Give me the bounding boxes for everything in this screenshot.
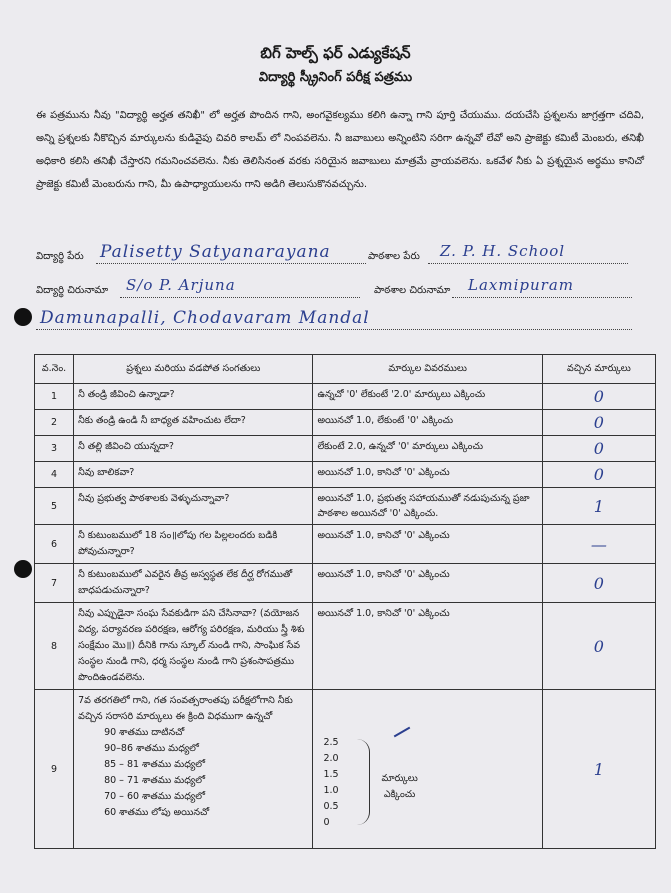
score-scale: 2.5 2.0 1.5 1.0 0.5 0 మార్కులు ఎక్కించు [317,725,537,845]
punch-hole-middle [14,560,32,578]
range-1: 90 శాతము దాటినచో [104,727,185,738]
answer-4[interactable]: 0 [593,465,604,484]
range-4: 80 – 71 శాతము మధ్యలో [104,775,205,786]
table-row: 6 నీ కుటుంబములో 18 సం॥లోపు గల పిల్లలందరు బడికి పోవుచున్నారా? అయినచో 1.0, కానిచో '0' ఎక్కించు — [35,525,656,564]
range-6: 60 శాతము లోపు అయినచో [104,807,210,818]
tick-mark [394,727,411,738]
answer-5[interactable]: 1 [593,496,604,516]
table-row: 9 7వ తరగతిలో గాని, గత సంవత్సరాంతపు పరీక్షలోగాని నీకు వచ్చిన సరాసరి మార్కులు ఈ క్రింది విధముగా ఉన్నచో 90 శాతము దాటినచో 90–86 శాతము మధ్యలో 85 – 81 శాతము మధ్యలో 80 – 71 శాతము మధ్యలో 70 – 60 శాతము మధ్యలో 60 శాతము లోపు అయినచో 2.5 2.0 1.5 1.0 0.5 0 మార్కులు ఎక్కించు 1 [35,690,656,849]
form-subtitle: విద్యార్థి స్క్రీనింగ్ పరీక్ష పత్రము [258,70,413,85]
table-row: 3 నీ తల్లి జీవించి యున్నదా? లేకుంటే 2.0, ఉన్నచో '0' మార్కులు ఎక్కించు 0 [35,436,656,462]
brace-shape [357,739,370,825]
table-row: 8 నీవు ఎప్పుడైనా సంఘ సేవకుడిగా పని చేసినావా? (వయోజన విద్య, పర్యావరణ పరిరక్షణ, ఆరోగ్య పరిరక్షణ, మరియు స్త్రీ శిశు సంక్షేమం మొ॥) దీనికి గాను స్కూల్ నుండి గాని, సాంఘిక సేవ సంస్థల నుండి గాని, ధర్మ సంస్థల నుండి గాని ప్రశంసాపత్రము పొందిఉండవలెను. అయినచో 1.0, కానిచో '0' ఎక్కించు 0 [35,603,656,690]
school-name-label: పాఠశాల పేరు [368,251,420,262]
school-address-label: పాఠశాల చిరునామా [374,285,451,296]
answer-1[interactable]: 0 [593,387,604,406]
answer-8[interactable]: 0 [593,636,604,656]
address-row [36,278,636,300]
address-line2-row [36,310,636,332]
table-header-row [35,355,656,384]
student-name-value[interactable]: Palisetty Satyanarayana [100,242,331,262]
address-line2-value[interactable]: Damunapalli, Chodavaram Mandal [40,308,370,328]
student-name-label: విద్యార్థి పేరు [36,251,84,262]
range-2: 90–86 శాతము మధ్యలో [104,743,199,754]
student-address-value[interactable]: S/o P. Arjuna [126,276,236,294]
screening-table [34,354,656,849]
form-title: బిగ్ హెల్ప్ ఫర్ ఎడ్యుకేషన్ [260,44,411,62]
answer-7[interactable]: 0 [593,573,604,593]
answer-2[interactable]: 0 [593,413,604,432]
table-row: 1 నీ తండ్రి జీవించి ఉన్నాడా? ఉన్నచో '0' లేకుంటే '2.0' మార్కులు ఎక్కించు 0 [35,384,656,410]
table-row: 5 నీవు ప్రభుత్వ పాఠశాలకు వెళ్ళుచున్నావా? అయినచో 1.0, ప్రభుత్వ సహాయముతో నడుపుచున్న ప్రజా పాఠశాల అయినచో '0' ఎక్కించు. 1 [35,488,656,525]
punch-hole-top [14,308,32,326]
range-3: 85 – 81 శాతము మధ్యలో [104,759,205,770]
col-marks-obtained: వచ్చిన మార్కులు [542,355,655,384]
school-name-value[interactable]: Z. P. H. School [440,242,566,260]
table-row: 4 నీవు బాలికవా? అయినచో 1.0, కానిచో '0' ఎక్కించు 0 [35,462,656,488]
col-marks-details: మార్కుల వివరములు [313,355,542,384]
answer-3[interactable]: 0 [593,439,604,458]
instructions-paragraph: ఈ పత్రమును నీవు "విద్యార్థి అర్హత తనిఖీ" లో అర్హత పొందిన గాని, అంగవైకల్యము కలిగి ఉన్నా గాని పూర్తి చేయుము. దయచేసి ప్రశ్నలను జాగ్రత్తగా చదివి, అన్ని ప్రశ్నలకు నీకొచ్చిన మార్కులను కుడివైపు చివరి కాలమ్ లో నింపవలెను. నీ జవాబులు అన్నింటిని సరిగా ఉన్నవో లేవో అని ప్రాజెక్టు కమిటీ మెంబరు, తనిఖీ అధికారి కలిసి తనిఖీ చేస్తారని గమనించవలెను. నీకు తెలిసినంత వరకు సరియైన జవాబులు మాత్రమే వ్రాయవలెను. ఒకవేళ నీకు ఏ ప్రశ్నయైన అర్థము కానిచో ప్రాజెక్టు కమిటీ మెంబరును గాని, మీ ఉపాధ్యాయులను గాని అడిగి తెలుసుకొనవచ్చును. [36,110,644,190]
col-serial: వ.నెం. [35,355,74,384]
table-row: 7 నీ కుటుంబములో ఎవరైన తీవ్ర అస్వస్థత లేక దీర్ఘ రోగముతో బాధపడుచున్నారా? అయినచో 1.0, కానిచో '0' ఎక్కించు 0 [35,564,656,603]
col-questions: ప్రశ్నలు మరియు వడపోత సంగతులు [74,355,313,384]
student-address-label: విద్యార్థి చిరునామా [36,285,109,296]
range-5: 70 – 60 శాతము మధ్యలో [104,791,205,802]
row9-question: 7వ తరగతిలో గాని, గత సంవత్సరాంతపు పరీక్షలోగాని నీకు వచ్చిన సరాసరి మార్కులు ఈ క్రింది విధముగా ఉన్నచో [78,695,293,722]
answer-6[interactable]: — [590,534,607,554]
table-row: 2 నీకు తండ్రి ఉండి నీ బాధ్యత వహించుట లేదా? అయినచో 1.0, లేకుంటే '0' ఎక్కించు 0 [35,410,656,436]
answer-9[interactable]: 1 [593,759,604,779]
name-row [36,244,636,266]
school-address-value[interactable]: Laxmipuram [468,276,574,294]
